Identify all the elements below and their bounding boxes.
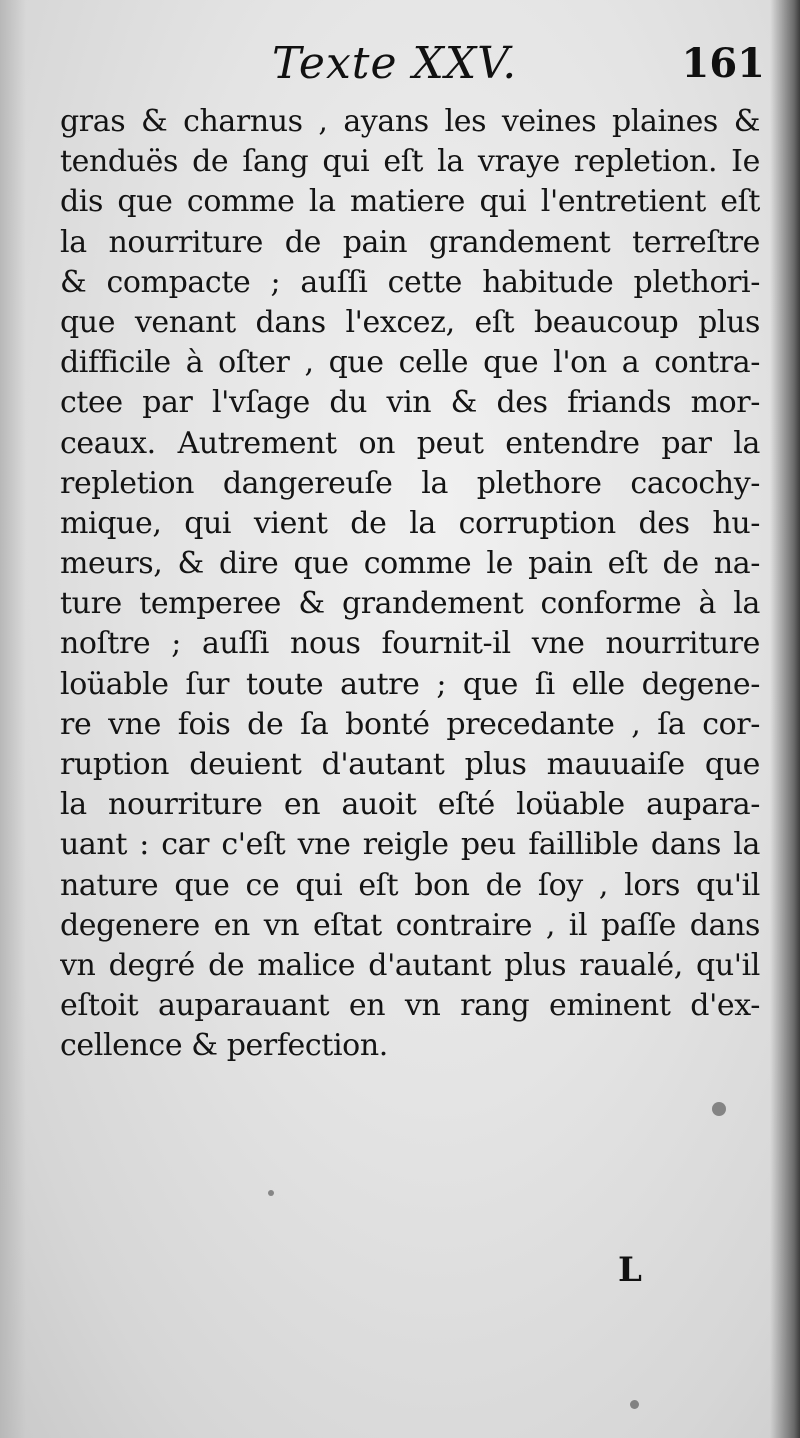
text-line: repletion dangereuſe la plethore cacochy- — [60, 465, 760, 501]
text-line: loüable ſur toute autre ; que ſi elle degene- — [60, 666, 760, 702]
body-text — [60, 102, 760, 1067]
text-line: dis que comme la matiere qui l'entretient eſt — [60, 184, 760, 220]
text-line: noſtre ; auſſi nous fournit-il vne nourriture — [60, 626, 760, 662]
paper-speck — [268, 1190, 274, 1196]
paper-speck — [712, 1102, 726, 1116]
text-line: & compacte ; auſſi cette habitude plethori- — [60, 264, 760, 300]
paper-speck — [630, 1400, 639, 1409]
text-line: vn degré de malice d'autant plus raualé, qu'il — [60, 947, 760, 983]
text-line: la nourriture en auoit eſté loüable aupara- — [60, 787, 760, 823]
text-line: eſtoit auparauant en vn rang eminent d'ex- — [60, 988, 760, 1024]
text-line: difficile à oſter , que celle que l'on a contra- — [60, 345, 760, 381]
catchword: L — [618, 1250, 642, 1290]
text-line: ruption deuient d'autant plus mauuaiſe que — [60, 747, 760, 782]
text-line: mique, qui vient de la corruption des hu- — [60, 505, 760, 541]
text-line: ceaux. Autrement on peut entendre par la — [60, 425, 760, 461]
text-line: tenduës de ſang qui eſt la vraye repletion. Ie — [60, 144, 760, 180]
text-line: ctee par l'vſage du vin & des friands mor- — [60, 385, 760, 421]
running-title: Texte XXV. — [272, 38, 518, 89]
text-line: uant : car c'eſt vne reigle peu faillible dans la — [60, 827, 760, 863]
text-line: la nourriture de pain grandement terreſtre — [60, 224, 760, 260]
text-line: gras & charnus , ayans les veines plaines & — [60, 104, 760, 139]
page-header — [60, 38, 775, 98]
page-edge-shadow-left — [0, 0, 26, 1438]
page-edge-shadow-right — [770, 0, 800, 1438]
text-line: ture temperee & grandement conforme à la — [60, 586, 760, 622]
text-line: meurs, & dire que comme le pain eſt de na- — [60, 546, 760, 582]
text-line: que venant dans l'excez, eſt beaucoup plus — [60, 304, 760, 340]
text-line: degenere en vn eſtat contraire , il paſſe dans — [60, 907, 760, 943]
text-line: cellence & perfection. — [60, 1028, 388, 1064]
text-line: re vne fois de ſa bonté precedante , ſa cor- — [60, 706, 760, 742]
page-number: 161 — [681, 40, 765, 87]
text-line: nature que ce qui eſt bon de ſoy , lors qu'il — [60, 867, 760, 903]
